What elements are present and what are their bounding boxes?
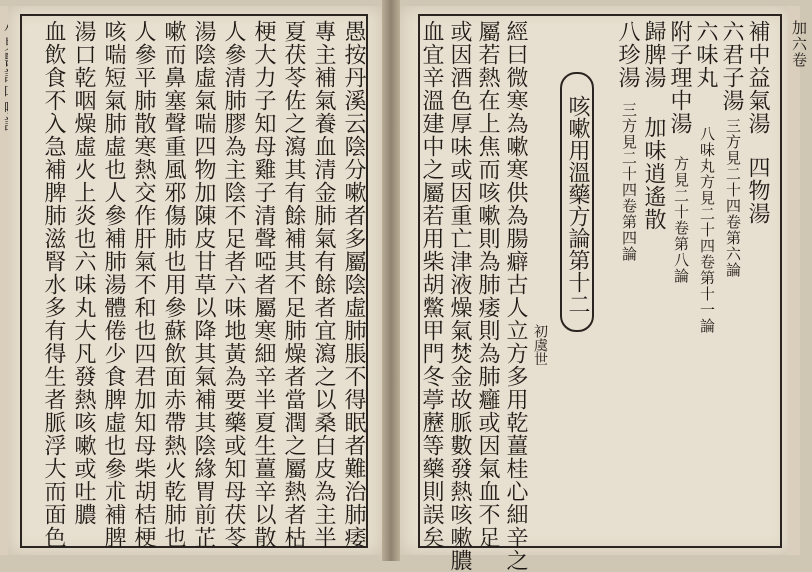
left-column: 夏茯苓佐之瀉其有餘補其不足肺燥者當潤之屬熱者枯 [281,20,306,549]
left-column: 人參清肺膠為主陰不足者六味地黃為要藥或知母茯苓 [221,20,246,549]
formula-name: 附子理中湯 [667,20,692,135]
right-page-edge [788,6,808,555]
left-column: 咳喘短氣肺虛也人參補肺湯體倦少食脾虛也參朮補脾 [101,20,126,549]
left-column: 湯陰虛氣喘四物加陳皮甘草以降其氣補其陰緣胃前芷 [191,20,216,549]
book-gutter [382,0,400,561]
formula-note: 四物湯 [745,156,770,225]
body-column: 屬若熱在上焦而咳嗽則為肺痿則為肺癰或因氣血不足 [475,20,500,549]
body-column: 或因酒色厚味或因重亡津液燥氣焚金故脈數發熱咳嗽膿 [447,20,472,572]
formula-name: 歸脾湯 [641,20,666,89]
left-column: 人參平肺散寒熱交作肝氣不和也四君加知母柴胡桔梗 [131,20,156,549]
formula-note: 加味逍遙散 [641,116,666,231]
body-column: 經曰微寒為嗽寒供為腸癖古人立方多用乾薑桂心細辛之 [503,20,528,572]
right-page [400,6,792,572]
body-column: 血宜辛溫建中之屬若用柴胡鱉甲門冬葶藶等藥則誤矣 [419,20,444,549]
formula-note: 三方見二十四卷第四論 [620,102,638,262]
left-column: 愚按丹溪云陰分嗽者多屬陰虛肺脹不得眠者難治肺痿 [341,20,366,549]
left-column: 血飲食不入急補脾肺滋腎水多有得生者脈浮大而面色 [41,20,66,549]
left-column: 梗大力子知母雞子清聲啞者屬寒細辛半夏生薑辛以散 [251,20,276,549]
left-column: 專主補氣養血清金肺氣有餘者宜瀉之以桑白皮為主半 [311,20,336,549]
left-page [8,6,382,555]
formula-note: 方見二十卷第八論 [672,156,690,284]
formula-name: 六君子湯 [719,20,744,112]
right-edge-text: 加六卷 [790,20,808,68]
formula-note: 三方見二十四卷第六論 [724,118,742,278]
formula-name: 六味丸 [693,20,718,89]
formula-name: 八珍湯 [615,20,640,89]
left-column: 嗽而鼻塞聲重風邪傷肺也用參蘇飲面赤帶熱火乾肺也 [161,20,186,549]
section-author: 初虞世 [532,324,548,366]
left-column: 湯口乾咽燥虛火上炎也六味丸大凡發熱咳嗽或吐膿 [71,20,96,526]
formula-note: 八味丸方見二十四卷第十一論 [698,126,716,334]
formula-name: 補中益氣湯 [745,20,770,135]
section-title: 咳嗽用溫藥方論第十二 [560,72,594,332]
